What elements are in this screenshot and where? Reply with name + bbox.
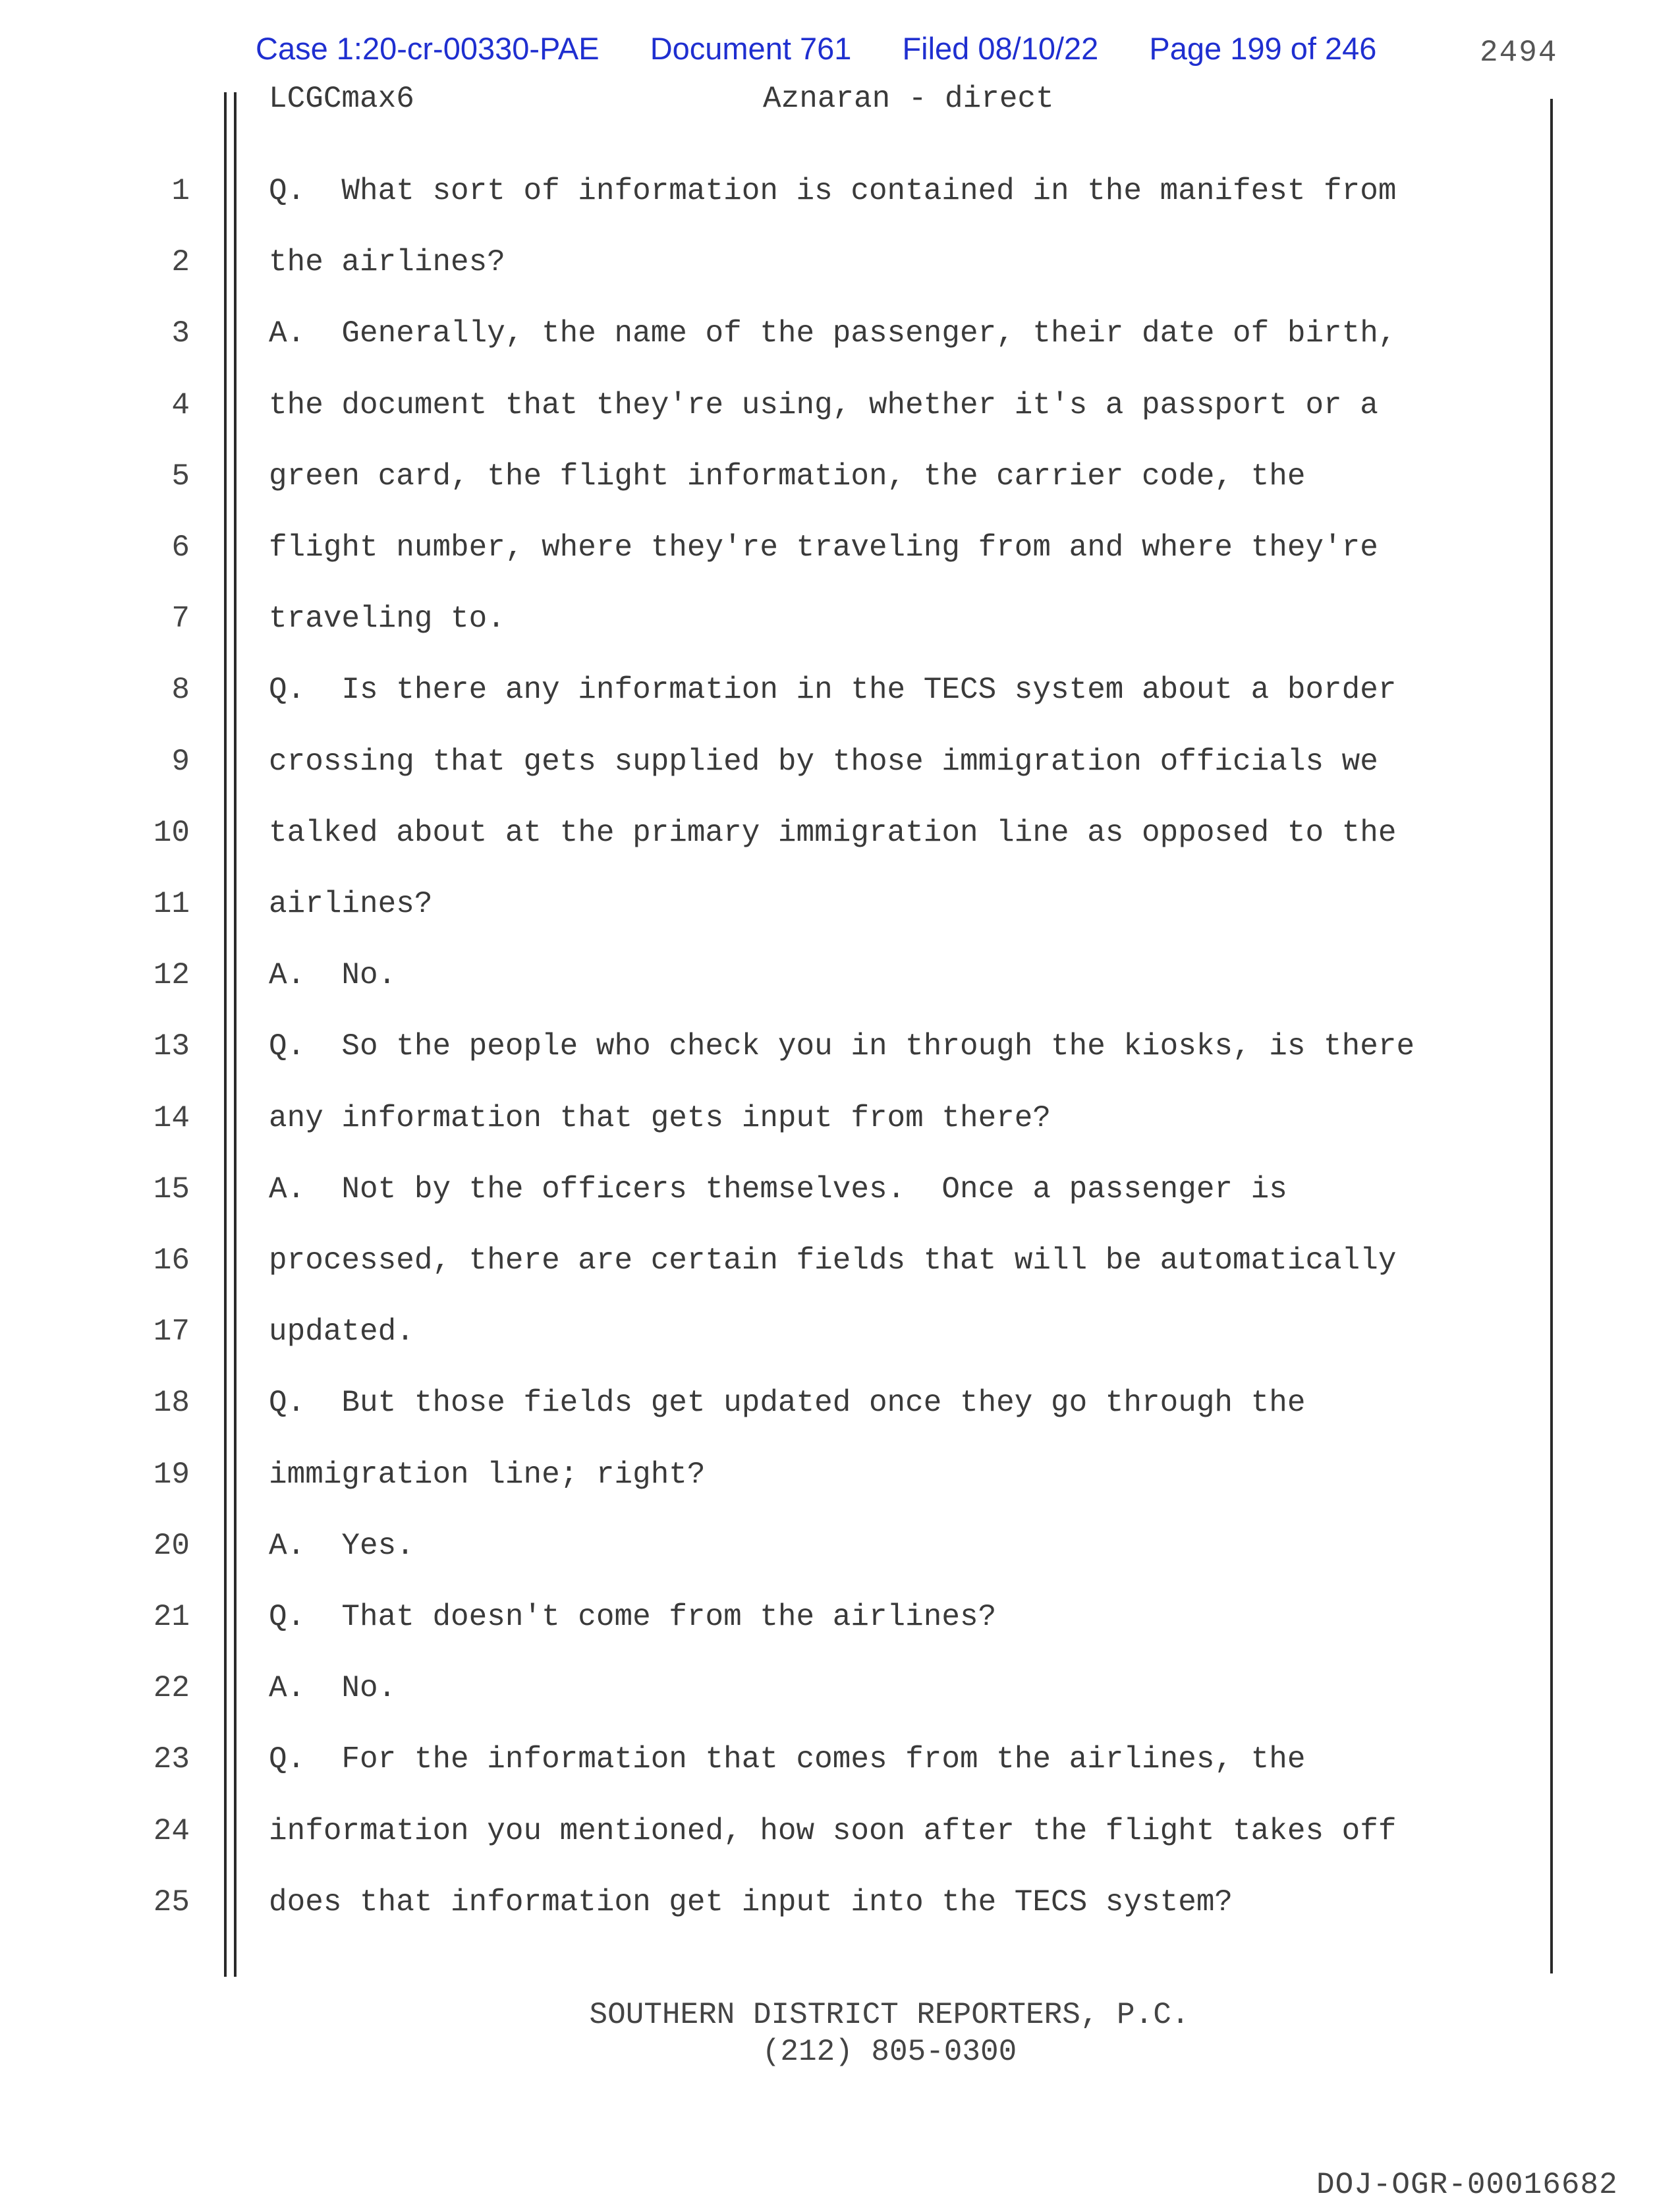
transcript-line: crossing that gets supplied by those immigration officials we [269, 745, 1378, 779]
transcript-line: any information that gets input from there? [269, 1101, 1051, 1135]
line-number: 4 [171, 388, 190, 422]
transcript-line: A. No. [269, 1671, 397, 1705]
running-head-code: LCGCmax6 [269, 82, 414, 116]
line-number: 3 [171, 316, 190, 351]
line-number: 6 [171, 530, 190, 565]
line-number: 23 [153, 1742, 190, 1776]
transcript-line: green card, the flight information, the carrier code, the [269, 459, 1306, 494]
reporter-name: SOUTHERN DISTRICT REPORTERS, P.C. [589, 1998, 1190, 2032]
transcript-line: Q. That doesn't come from the airlines? [269, 1600, 997, 1634]
transcript-line: the airlines? [269, 245, 505, 279]
transcript-line: Q. But those fields get updated once they go through the [269, 1386, 1306, 1420]
page-footer [0, 1997, 1680, 2070]
line-number: 9 [171, 745, 190, 779]
transcript-line: A. Not by the officers themselves. Once a passenger is [269, 1172, 1287, 1206]
transcript-line: information you mentioned, how soon after the flight takes off [269, 1814, 1397, 1848]
transcript-line: A. Yes. [269, 1529, 414, 1563]
transcript-line: Q. What sort of information is contained in the manifest from [269, 174, 1397, 208]
line-number: 25 [153, 1885, 190, 1919]
line-number: 12 [153, 958, 190, 992]
line-number: 20 [153, 1529, 190, 1563]
reporter-phone: (212) 805-0300 [762, 2035, 1017, 2069]
left-margin-rule-outer [224, 92, 227, 1977]
page-of-total: Page 199 of 246 [1149, 31, 1377, 66]
right-margin-rule [1550, 99, 1553, 1973]
transcript-line: Q. Is there any information in the TECS system about a border [269, 673, 1397, 707]
transcript-line: the document that they're using, whether it's a passport or a [269, 388, 1378, 422]
transcript-line: Q. For the information that comes from the airlines, the [269, 1742, 1306, 1776]
transcript-line: traveling to. [269, 602, 505, 636]
line-number: 14 [153, 1101, 190, 1135]
transcript-line: processed, there are certain fields that will be automatically [269, 1243, 1397, 1278]
line-number: 22 [153, 1671, 190, 1705]
left-margin-rule-inner [234, 92, 237, 1977]
line-number: 15 [153, 1172, 190, 1206]
transcript-line: Q. So the people who check you in through the kiosks, is there [269, 1029, 1415, 1063]
bates-number: DOJ-OGR-00016682 [1316, 2168, 1618, 2202]
document-number: Document 761 [650, 31, 852, 66]
transcript-page-number: 2494 [1480, 36, 1558, 70]
line-number: 11 [153, 887, 190, 921]
line-number: 5 [171, 459, 190, 494]
transcript-line: airlines? [269, 887, 433, 921]
line-number: 19 [153, 1458, 190, 1492]
transcript-line: immigration line; right? [269, 1458, 706, 1492]
line-number: 24 [153, 1814, 190, 1848]
case-number: Case 1:20-cr-00330-PAE [256, 31, 600, 66]
transcript-line: flight number, where they're traveling from and where they're [269, 530, 1378, 565]
transcript-line: updated. [269, 1315, 414, 1349]
line-number: 1 [171, 174, 190, 208]
line-number: 21 [153, 1600, 190, 1634]
transcript-line: A. Generally, the name of the passenger, their date of birth, [269, 316, 1397, 351]
transcript-line: A. No. [269, 958, 397, 992]
running-head-witness: Aznaran - direct [763, 82, 1054, 116]
transcript-line: does that information get input into the TECS system? [269, 1885, 1233, 1919]
line-number: 16 [153, 1243, 190, 1278]
line-number: 18 [153, 1386, 190, 1420]
transcript-line: talked about at the primary immigration line as opposed to the [269, 816, 1397, 850]
line-number: 17 [153, 1315, 190, 1349]
court-filing-stamp [256, 30, 1376, 67]
line-number: 8 [171, 673, 190, 707]
line-number: 2 [171, 245, 190, 279]
line-number: 7 [171, 602, 190, 636]
line-number: 13 [153, 1029, 190, 1063]
line-number: 10 [153, 816, 190, 850]
filed-date: Filed 08/10/22 [902, 31, 1099, 66]
